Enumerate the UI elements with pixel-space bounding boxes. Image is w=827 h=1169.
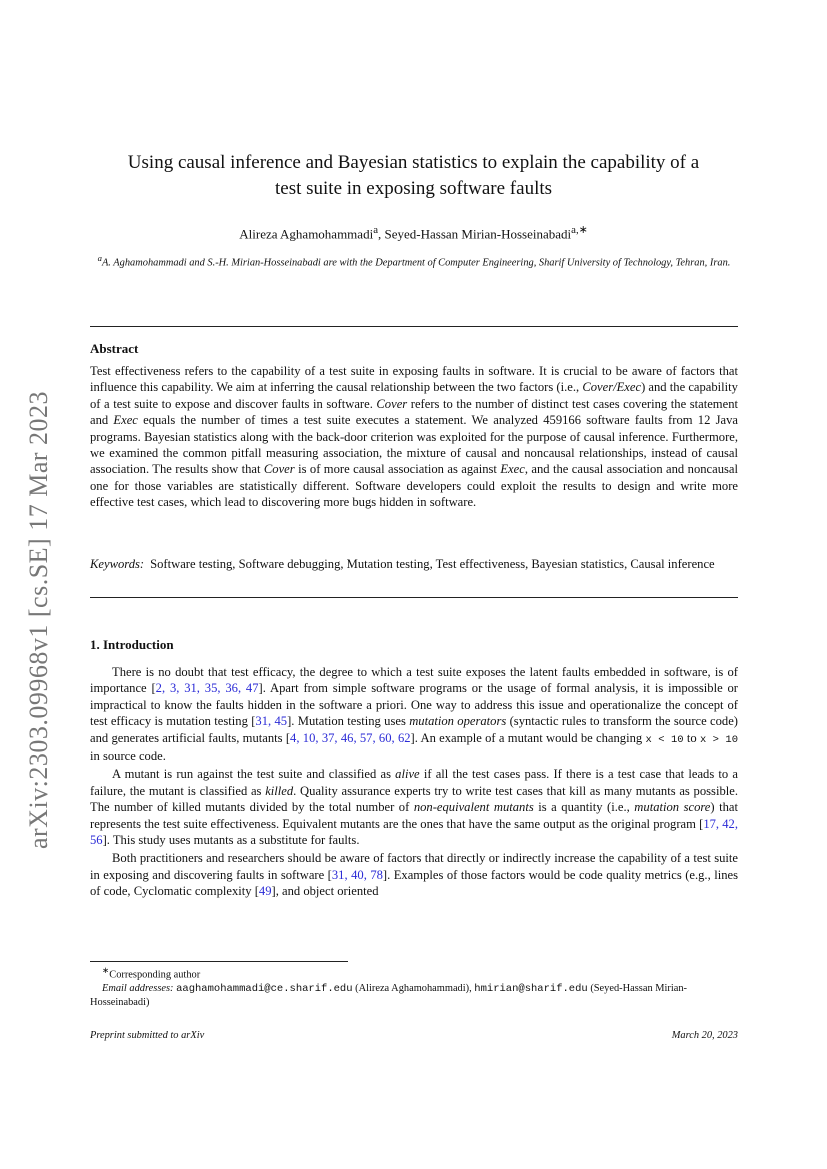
intro-paragraph-1: There is no doubt that test efficacy, the degree to which a test suite exposes the latent faults embedded in software, is of importance [2, 3, 31, 35, 36, 47]. Apart from simple software programs or the usage of formal analysis, it is impossible or impractical to know the faults hidden in the software a priori. One way to address this issue and operationalize the concept of test efficacy is mutation testing [31, 45]. Mutation testing uses mutation operators (syntactic rules to transform the source code) and generates artificial faults, mutants [4, 10, 37, 46, 57, 60, 62]. An example of a mutant would be changing x < 10 to x > 10 in source code. [90, 665, 739, 764]
footer-date: March 20, 2023 [671, 1030, 738, 1041]
abstract-top-rule [90, 326, 738, 327]
affiliation [90, 251, 738, 270]
title-line-1: Using causal inference and Bayesian statistics to explain the capability of a [127, 152, 700, 173]
keywords-text: Software testing, Software debugging, Mutation testing, Test effectiveness, Bayesian statistics, Causal inference [150, 557, 715, 571]
footnotes [90, 964, 738, 1010]
email-link-2[interactable]: hmirian@sharif.edu [474, 982, 588, 995]
footnote-corresponding-author: ∗Corresponding author [102, 965, 201, 981]
footnote-rule [90, 961, 348, 962]
citation-link[interactable]: 4, 10, 37, 46, 57, 60, 62 [290, 730, 411, 745]
footnote-email-addresses: Email addresses: aaghamohammadi@ce.sharif.edu (Alireza Aghamohammadi), hmirian@sharif.edu (Seyed-Hassan Mirian-Hosseinabadi) [90, 982, 687, 1009]
author-2: Seyed-Hassan Mirian-Hosseinabadi [384, 226, 572, 242]
keywords-label: Keywords: [90, 557, 145, 571]
keywords [90, 556, 738, 572]
affiliation-text: A. Aghamohammadi and S.-H. Mirian-Hosseinabadi are with the Department of Computer Engineering, Sharif University of Technology, Tehran, Iran. [101, 257, 731, 269]
paper-title [80, 150, 747, 202]
author-2-affil: a,∗ [571, 224, 588, 236]
citation-link[interactable]: 31, 45 [255, 714, 288, 729]
citation-link[interactable]: 17, 42, 56 [90, 816, 738, 848]
title-line-2: test suite in exposing software faults [274, 178, 553, 199]
footer-preprint-note: Preprint submitted to arXiv [90, 1030, 205, 1041]
author-1-affil: a [373, 224, 378, 236]
arxiv-identifier-stamp [14, 360, 64, 880]
citation-link[interactable]: 49 [258, 884, 272, 899]
citation-link[interactable]: 31, 40, 78 [331, 867, 383, 882]
abstract-heading: Abstract [90, 341, 139, 356]
email-link-1[interactable]: aaghamohammadi@ce.sharif.edu [176, 982, 353, 995]
page-footer [90, 1030, 738, 1041]
intro-paragraph-2: A mutant is run against the test suite and classified as alive if all the test cases pass. If there is a test case that leads to a failure, the mutant is classified as killed. Quality assurance experts try to write test cases that kill as many mutants as possible. The number of killed mutants divided by the total number of non-equivalent mutants is a quantity (i.e., mutation score) that represents the test suite effectiveness. Equivalent mutants are the ones that have the same output as the original program [17, 42, 56]. This study uses mutants as a substitute for faults. [90, 767, 738, 848]
author-1: Alireza Aghamohammadi [239, 226, 374, 242]
arxiv-identifier-text: arXiv:2303.09968v1 [cs.SE] 17 Mar 2023 [24, 390, 53, 850]
abstract-bottom-rule [90, 597, 738, 598]
affiliation-marker: a [97, 253, 102, 263]
author-list [80, 223, 747, 242]
introduction-body [90, 664, 738, 902]
abstract-body: Test effectiveness refers to the capability of a test suite in exposing faults in software. It is crucial to be aware of factors that influence this capability. We aim at inferring the causal relationship between the two factors (i.e., Cover/Exec) and the capability of a test suite to expose and discover faults in software. Cover refers to the number of distinct test cases covering the statement and Exec equals the number of times a test suite executes a statement. We analyzed 459166 software faults from 12 Java programs. Bayesian statistics along with the back-door criterion was exploited for the purpose of causal inference. Furthermore, we examined the common pitfall measuring association, the mixture of causal and noncausal relationships, instead of causal association. The results show that Cover is of more causal association as against Exec, and the causal association and noncausal one for those variables are statistically different. Software developers could exploit the results to design and write more effective test cases, which lead to discovering more bugs hidden in software. [90, 364, 738, 510]
citation-link[interactable]: 2, 3, 31, 35, 36, 47 [155, 681, 259, 696]
author-separator: , [378, 226, 385, 242]
intro-paragraph-3: Both practitioners and researchers should be aware of factors that directly or indirectly increase the capability of a test suite in exposing and discovering faults in software [31, 40, 78]. Examples of those factors would be code quality metrics (e.g., lines of code, Cyclomatic complexity [49], and object oriented [90, 851, 738, 899]
section-heading-introduction: 1. Introduction [90, 637, 174, 652]
